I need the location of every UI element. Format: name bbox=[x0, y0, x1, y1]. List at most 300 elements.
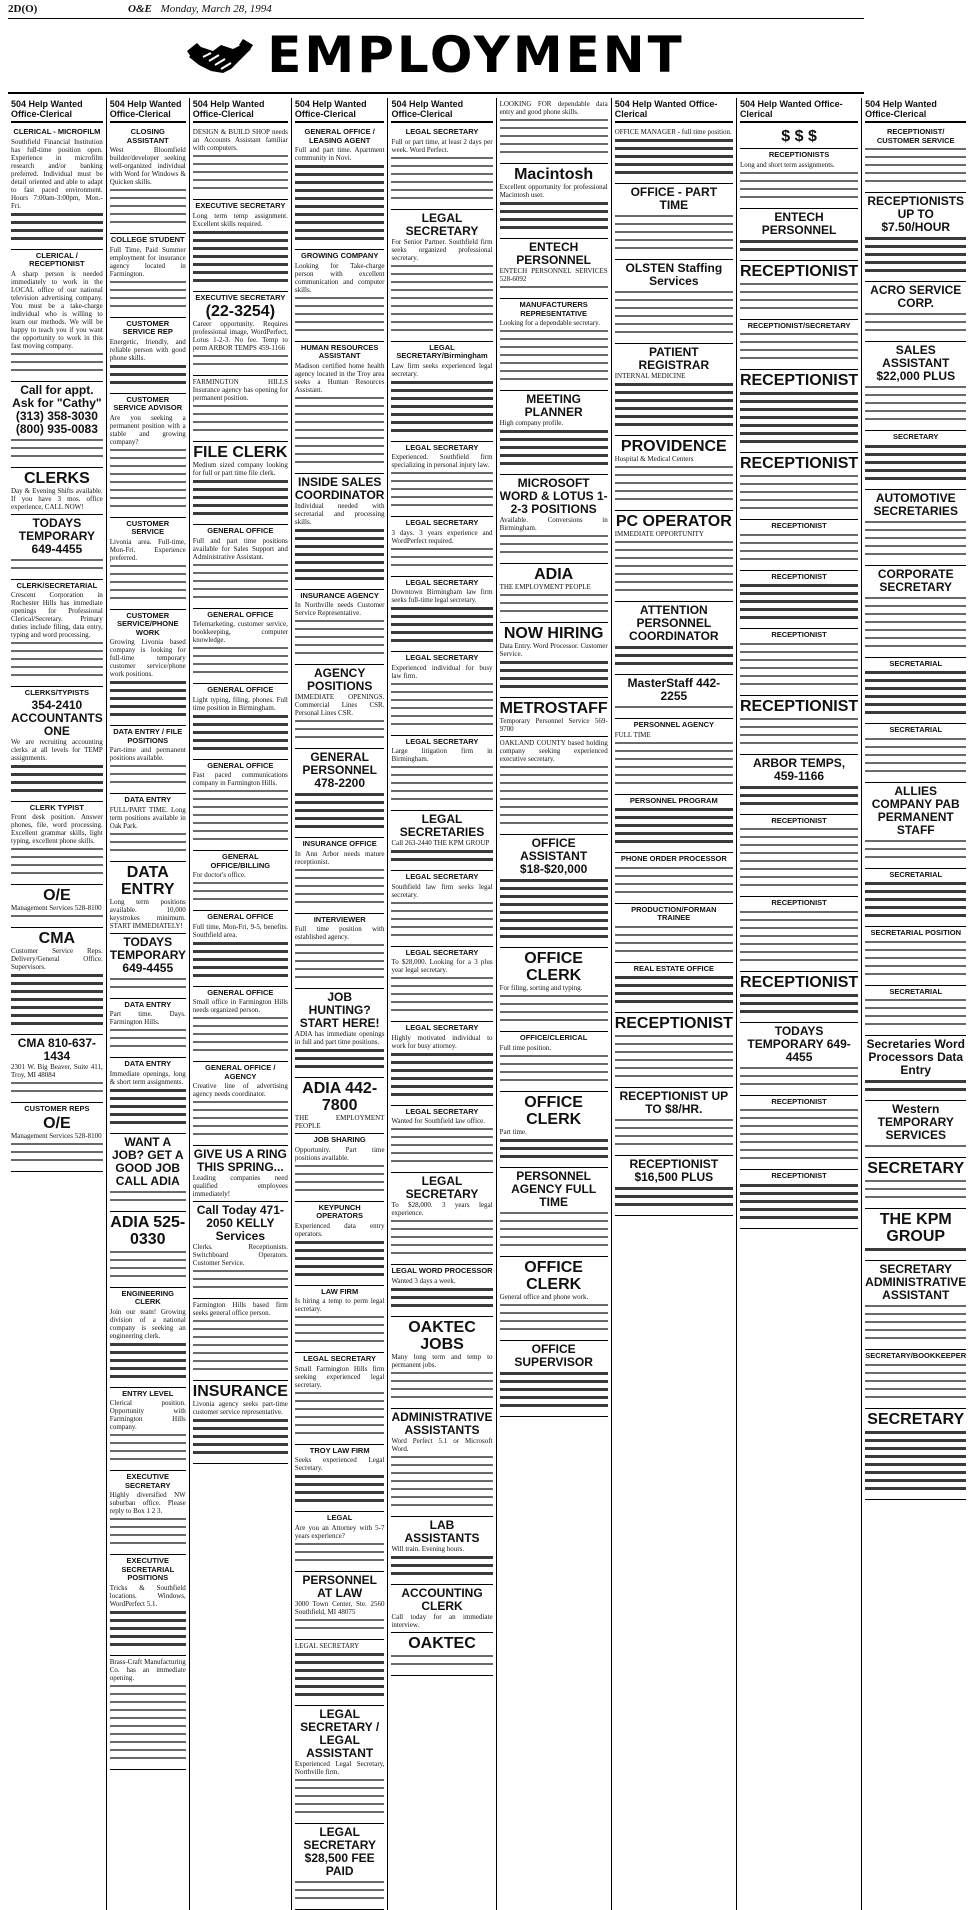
classified-ad bbox=[295, 1640, 385, 1706]
ad-fine-print bbox=[865, 670, 966, 718]
ad-fine-print bbox=[615, 382, 733, 430]
ad-fine-print bbox=[615, 465, 733, 505]
classified-ad bbox=[391, 947, 492, 1023]
ad-display-line: RECEPTIONIST bbox=[739, 455, 859, 472]
classified-ad bbox=[110, 518, 186, 610]
classified-ad bbox=[500, 98, 608, 164]
classified-ad bbox=[193, 1146, 288, 1202]
ad-body: Are you seeking a permanent position with a stable and growing company? bbox=[109, 413, 186, 446]
classified-ad bbox=[295, 838, 385, 914]
classified-ad bbox=[865, 1036, 966, 1101]
section-banner bbox=[8, 24, 864, 86]
ad-fine-print bbox=[615, 645, 733, 669]
ad-title: ENGINEERING CLERK bbox=[121, 1288, 175, 1306]
classified-ad bbox=[500, 164, 608, 239]
ad-fine-print bbox=[110, 1610, 186, 1650]
ad-body: Livonia area. Full-time, Mon-Fri. Experience preferred. bbox=[109, 537, 186, 562]
ad-title: CLERK TYPIST bbox=[29, 802, 84, 812]
ad-fine-print bbox=[110, 1433, 186, 1465]
ad-fine-print bbox=[193, 1418, 288, 1458]
ad-body: Large litigation firm in Birmingham. bbox=[391, 747, 493, 763]
ad-title: GROWING COMPANY bbox=[300, 251, 379, 260]
ad-fine-print bbox=[295, 1240, 385, 1280]
classified-ad bbox=[295, 1353, 385, 1445]
ad-body: LEGAL SECRETARY bbox=[294, 1641, 360, 1650]
ad-fine-print bbox=[740, 642, 858, 690]
ad-body: Leading companies need qualified employees immediately! bbox=[192, 1174, 288, 1198]
classified-ad bbox=[865, 658, 966, 725]
ad-body: Call 263-2440 THE KPM GROUP bbox=[391, 839, 490, 847]
ad-display-line: LEGAL SECRETARY bbox=[405, 210, 479, 238]
classified-ad bbox=[615, 853, 733, 904]
ad-body: Long term positions available. 10,000 keystrokes minimum. START IMMEDIATELY! bbox=[109, 897, 186, 930]
ad-title: RECEPTIONIST bbox=[771, 630, 827, 639]
ad-title: LEGAL SECRETARY bbox=[405, 872, 479, 881]
classified-column bbox=[387, 98, 495, 1910]
ad-body: Experienced individual for busy law firm. bbox=[391, 663, 493, 680]
ad-fine-print bbox=[615, 925, 733, 957]
classified-column bbox=[611, 98, 736, 1910]
classified-ad bbox=[865, 1158, 966, 1209]
ad-display-line: RECEPTIONIST bbox=[739, 372, 859, 389]
ad-title: RECEPTIONIST bbox=[771, 1171, 827, 1180]
ad-fine-print bbox=[193, 881, 288, 905]
classified-ad bbox=[740, 972, 858, 1023]
classified-ad bbox=[391, 126, 492, 210]
classified-ad bbox=[11, 382, 103, 468]
ad-body: Looking for Take-charge person with excellent communication and computer skills. bbox=[294, 261, 385, 294]
ad-fine-print bbox=[110, 680, 186, 720]
ad-body: Full time position. bbox=[499, 1043, 552, 1052]
ad-body: Livonia agency seeks part-time customer service representative. bbox=[192, 1400, 288, 1416]
ad-body: Full and part time. Apartment community in Novi. bbox=[294, 146, 385, 162]
ad-fine-print bbox=[615, 741, 733, 789]
classified-ad bbox=[110, 999, 186, 1059]
ad-body: Southfield law firm seeks legal secretary. bbox=[391, 882, 493, 899]
classified-ad bbox=[615, 963, 733, 1014]
ad-fine-print bbox=[740, 1183, 858, 1223]
classified-ad bbox=[865, 1209, 966, 1261]
classified-column bbox=[736, 98, 861, 1910]
ad-fine-print bbox=[391, 1287, 492, 1311]
ad-display-line: MEETING PLANNER bbox=[524, 392, 583, 419]
ad-title: OFFICE/CLERICAL bbox=[519, 1033, 588, 1042]
classified-ad bbox=[865, 1261, 966, 1350]
ad-title: GENERAL OFFICE bbox=[207, 609, 274, 619]
classified-ad bbox=[295, 342, 385, 474]
classified-ad bbox=[110, 1288, 186, 1388]
ad-display-line: 354-2410 ACCOUNTANTS ONE bbox=[11, 697, 103, 738]
classified-ad bbox=[500, 1032, 608, 1092]
ad-title: LEGAL SECRETARY bbox=[405, 442, 479, 452]
ad-body: Long term temp assignment. Excellent skills required. bbox=[192, 211, 288, 228]
ad-display-line: PATIENT REGISTRAR bbox=[638, 345, 710, 372]
classified-ad bbox=[391, 652, 492, 736]
ad-display-line: RECEPTIONIST bbox=[614, 1015, 733, 1032]
classified-ad bbox=[391, 1265, 492, 1317]
ad-display-line: PERSONNEL AGENCY FULL TIME bbox=[511, 1168, 597, 1209]
ad-fine-print bbox=[391, 606, 492, 646]
ad-fine-print bbox=[865, 1304, 966, 1344]
ad-body: Temporary Personnel Service 569-9700 bbox=[499, 717, 608, 733]
classified-ad bbox=[11, 802, 103, 886]
ad-display-line: THE KPM GROUP bbox=[879, 1211, 952, 1245]
ad-title: GENERAL OFFICE/BILLING bbox=[210, 852, 271, 870]
ad-display-line: SECRETARY bbox=[867, 1410, 965, 1428]
ad-body: For Senior Partner. Southfield firm seeks organized professional secretary. bbox=[391, 237, 493, 262]
ad-body: Long and short term assignments. bbox=[739, 160, 835, 169]
ad-title: CLOSING ASSISTANT bbox=[126, 127, 169, 145]
ad-title: CUSTOMER SERVICE/PHONE WORK bbox=[116, 610, 179, 637]
ad-fine-print bbox=[865, 1430, 966, 1494]
ad-title: INSURANCE OFFICE bbox=[302, 839, 377, 848]
classified-ad bbox=[295, 1202, 385, 1286]
ad-body: Highly motivated individual to work for busy attorney. bbox=[391, 1033, 493, 1050]
ad-body: FARMINGTON HILLS Insurance agency has opening for permanent position. bbox=[192, 378, 288, 402]
ad-fine-print bbox=[500, 285, 608, 293]
classified-ad bbox=[740, 571, 858, 630]
ad-title: PERSONNEL PROGRAM bbox=[629, 795, 718, 805]
classified-ad bbox=[295, 989, 385, 1078]
ad-fine-print bbox=[865, 444, 966, 484]
classified-ad bbox=[740, 1023, 858, 1096]
ad-title: SECRETARIAL bbox=[889, 725, 943, 734]
classified-ad bbox=[500, 1341, 608, 1417]
ad-title: GENERAL OFFICE bbox=[207, 987, 274, 997]
classified-ad bbox=[11, 1103, 103, 1172]
ad-fine-print bbox=[295, 296, 385, 336]
ad-body: Creative line of advertising agency needs coordinator. bbox=[192, 1082, 288, 1098]
classified-ad bbox=[615, 904, 733, 963]
ad-title: DATA ENTRY / FILE POSITIONS bbox=[113, 727, 183, 745]
ad-fine-print bbox=[615, 866, 733, 898]
ad-fine-print bbox=[740, 785, 858, 809]
ad-display-line: OAKTEC bbox=[408, 1634, 476, 1652]
ad-fine-print bbox=[391, 264, 492, 336]
ad-body: Is hiring a temp to perm legal secretary. bbox=[294, 1297, 385, 1313]
ad-body: Tricks & Southfield locations. Windows, WordPerfect 5.1. bbox=[109, 1583, 186, 1608]
classified-ad bbox=[500, 1092, 608, 1168]
classified-ad bbox=[865, 566, 966, 658]
ad-fine-print bbox=[295, 1778, 385, 1818]
ad-body: Full and part time positions available for Sales Support and Administrative Assistant. bbox=[192, 536, 288, 561]
ad-fine-print bbox=[295, 868, 385, 908]
classified-ad bbox=[740, 897, 858, 972]
ad-title: DATA ENTRY bbox=[124, 999, 172, 1009]
classified-ad bbox=[295, 914, 385, 990]
ad-fine-print bbox=[193, 1269, 288, 1293]
classified-ad bbox=[11, 515, 103, 580]
ad-title: GENERAL OFFICE / LEASING AGENT bbox=[304, 127, 375, 145]
ad-body: Front desk position. Answer phones, file, word processing. Excellent grammar skills, light typing, excellent phone skills. bbox=[11, 813, 103, 845]
classified-ad bbox=[740, 149, 858, 209]
ad-title: LEGAL bbox=[326, 1513, 353, 1522]
ad-title: CLERICAL - MICROFILM bbox=[13, 127, 101, 136]
ad-body: Growing Livonia based company is looking for full-time temporary customer service/phone work positions. bbox=[109, 638, 186, 678]
ad-title: LEGAL SECRETARY bbox=[405, 127, 479, 136]
ad-display-line: SECRETARY ADMINISTRATIVE ASSISTANT bbox=[865, 1262, 967, 1302]
ad-body: We are recruiting accounting clerks at all levels for TEMP assignments. bbox=[11, 737, 103, 762]
ad-display-line: PC OPERATOR bbox=[615, 513, 732, 530]
classified-ad bbox=[615, 436, 733, 511]
classified-ad bbox=[500, 391, 608, 475]
ad-title: JOB SHARING bbox=[313, 1135, 366, 1144]
classified-ad bbox=[193, 851, 288, 911]
ad-body: Individual needed with secretarial and processing skills. bbox=[294, 501, 385, 526]
classified-ad bbox=[193, 987, 288, 1063]
section-title: EMPLOYMENT bbox=[267, 26, 685, 84]
classified-ad bbox=[193, 1381, 288, 1464]
classified-ad bbox=[865, 1350, 966, 1409]
ad-fine-print bbox=[391, 1654, 492, 1670]
classified-ad bbox=[295, 1824, 385, 1910]
classified-ad bbox=[500, 1257, 608, 1341]
ad-fine-print bbox=[391, 1127, 492, 1167]
classified-ad bbox=[110, 394, 186, 518]
ad-fine-print bbox=[865, 1179, 966, 1203]
ad-fine-print bbox=[391, 547, 492, 571]
ad-title: LEGAL SECRETARY bbox=[303, 1354, 377, 1363]
column-heading: 504 Help Wanted Office-Clerical bbox=[193, 98, 288, 123]
ad-title: PERSONNEL AGENCY bbox=[633, 720, 715, 729]
ad-body: 3 days. 3 years experience and WordPerfect required. bbox=[391, 528, 493, 545]
ad-body: 2301 W. Big Beaver, Suite 411, Troy, MI 48084 bbox=[11, 1063, 103, 1079]
ad-display-line: TODAYS TEMPORARY 649-4455 bbox=[747, 1023, 851, 1064]
ad-title: GENERAL OFFICE bbox=[207, 912, 274, 921]
ad-title: CUSTOMER SERVICE REP bbox=[122, 318, 173, 336]
header-rule bbox=[8, 18, 864, 19]
ad-fine-print bbox=[500, 118, 608, 158]
classified-ad bbox=[391, 811, 492, 871]
ad-display-line: JOB HUNTING? START HERE! bbox=[299, 990, 380, 1030]
ad-display-line: RECEPTIONIST bbox=[739, 973, 859, 991]
ad-fine-print bbox=[295, 943, 385, 983]
ad-body: Experienced. Southfield firm specializing in personal injury law. bbox=[391, 453, 493, 469]
ad-body: High company profile. bbox=[499, 419, 564, 427]
ad-title: PHONE ORDER PROCESSOR bbox=[620, 854, 727, 863]
classified-ad bbox=[391, 1173, 492, 1265]
ad-title: PRODUCTION/FORMAN TRAINEE bbox=[631, 904, 717, 922]
ad-fine-print bbox=[295, 164, 385, 244]
ad-display-line: ADIA 442-7800 bbox=[302, 1080, 378, 1114]
classified-ad bbox=[110, 318, 186, 394]
classified-ad bbox=[11, 250, 103, 382]
classified-ad bbox=[110, 610, 186, 727]
classified-ad bbox=[295, 665, 385, 749]
ad-fine-print bbox=[295, 1315, 385, 1347]
ad-title: GENERAL OFFICE bbox=[207, 526, 274, 535]
ad-display-line: ADIA bbox=[534, 566, 574, 583]
column-heading: 504 Help Wanted Office-Clerical bbox=[391, 98, 492, 123]
ad-fine-print bbox=[295, 792, 385, 832]
column-heading: 504 Help Wanted Office-Clerical bbox=[295, 98, 385, 123]
ad-fine-print bbox=[391, 901, 492, 941]
classified-ad bbox=[193, 911, 288, 987]
ad-fine-print bbox=[865, 1079, 966, 1095]
ad-title: SECRETARY/BOOKKEEPER bbox=[865, 1351, 967, 1360]
ad-title: SECRETARIAL bbox=[889, 869, 943, 879]
classified-ad bbox=[110, 794, 186, 862]
ad-body: Fast paced communications company in Farmington Hills. bbox=[192, 771, 288, 787]
page-number: 2D(O) bbox=[8, 3, 38, 15]
ad-fine-print bbox=[391, 380, 492, 436]
ad-fine-print bbox=[615, 138, 733, 178]
ad-fine-print bbox=[865, 737, 966, 777]
ad-body: Brass-Craft Manufacturing Co. has an immediate opening. bbox=[109, 1657, 186, 1682]
ad-fine-print bbox=[193, 789, 288, 845]
classified-ad bbox=[110, 934, 186, 999]
ad-fine-print bbox=[500, 329, 608, 385]
ad-body: Clerical position. Opportunity with Farmington Hills company. bbox=[109, 1399, 186, 1431]
ad-body: Are you an Attorney with 5-7 years experience? bbox=[294, 1523, 385, 1540]
ad-fine-print bbox=[500, 429, 608, 469]
ad-fine-print bbox=[500, 593, 608, 617]
ad-title: RECEPTIONIST/ CUSTOMER SERVICE bbox=[876, 127, 955, 145]
ad-fine-print bbox=[11, 1081, 103, 1097]
ad-fine-print bbox=[615, 290, 733, 338]
classified-ad bbox=[500, 948, 608, 1032]
ad-display-line: GENERAL PERSONNEL 478-2200 bbox=[302, 750, 378, 790]
ad-fine-print bbox=[193, 941, 288, 981]
ad-fine-print bbox=[615, 975, 733, 1007]
ad-body: LOOKING FOR dependable data entry and good phone skills. bbox=[499, 100, 608, 116]
ad-display-line: METROSTAFF bbox=[499, 700, 608, 717]
ad-fine-print bbox=[110, 188, 186, 228]
classified-ad bbox=[391, 1409, 492, 1517]
ad-display-line: SECRETARY bbox=[867, 1160, 965, 1177]
ad-fine-print bbox=[500, 1211, 608, 1251]
ad-display-line: RECEPTIONISTS UP TO $7.50/HOUR bbox=[867, 194, 965, 234]
ad-fine-print bbox=[391, 765, 492, 805]
ad-fine-print bbox=[500, 1138, 608, 1162]
ad-title: CLERKS/TYPISTS bbox=[24, 688, 89, 697]
ad-body: Call today for an immediate interview. bbox=[391, 1612, 493, 1629]
ad-fine-print bbox=[391, 1371, 492, 1403]
ad-body: Immediate openings, long & short term assignments. bbox=[109, 1069, 186, 1086]
ad-fine-print bbox=[500, 1054, 608, 1086]
ad-body: Will train. Evening hours. bbox=[391, 1544, 465, 1553]
ad-fine-print bbox=[295, 1164, 385, 1196]
ad-body: West Bloomfield builder/developer seeking well-organized individual with Word for Windows & Quicken skills. bbox=[109, 146, 186, 186]
ad-body: A sharp person is needed immediately to work in the LOCAL office of our national television advertising company. You must be a take-charge individual who is willing to learn our methods. We will be happy to teach you if you want the opportunity to work in this fast moving company. bbox=[11, 269, 103, 350]
ad-fine-print bbox=[110, 832, 186, 856]
ad-display-line: TODAYS TEMPORARY 649-4455 bbox=[109, 934, 186, 975]
ad-body: Management Services 528-8100 bbox=[11, 1131, 102, 1140]
classified-ad bbox=[391, 736, 492, 812]
ad-display-line: ACRO SERVICE CORP. bbox=[870, 283, 962, 310]
ad-title: COLLEGE STUDENT bbox=[110, 235, 185, 244]
ad-fine-print bbox=[740, 391, 858, 447]
ad-title: REAL ESTATE OFFICE bbox=[633, 963, 715, 973]
classified-ad bbox=[295, 749, 385, 838]
ad-fine-print bbox=[865, 881, 966, 921]
ad-body: Crescent Corporation in Rochester Hills has immediate openings for Professional Clerical/Secretary. Primary duties include filing, data entry, typing and word processing. bbox=[11, 591, 103, 639]
ad-title: CLERK/SECRETARIAL bbox=[16, 580, 98, 590]
ad-body: Excellent opportunity for professional Macintosh user. bbox=[499, 183, 608, 199]
classified-ad bbox=[615, 1088, 733, 1156]
ad-body: Experienced data entry operators. bbox=[294, 1221, 385, 1238]
ad-fine-print bbox=[615, 1186, 733, 1210]
ad-body: Full time position with established agency. bbox=[294, 925, 385, 941]
ad-display-line: OFFICE ASSISTANT $18-$20,000 bbox=[519, 836, 588, 876]
classified-ad bbox=[391, 1585, 492, 1633]
ad-fine-print bbox=[11, 1142, 103, 1166]
classified-ad bbox=[11, 580, 103, 688]
ad-body: To $28,000. Looking for a 3 plus year legal secretary. bbox=[391, 958, 493, 974]
ad-fine-print bbox=[865, 1144, 966, 1152]
ad-title: MANUFACTURERS REPRESENTATIVE bbox=[519, 300, 588, 318]
page-header bbox=[8, 2, 864, 16]
ad-title: SECRETARY bbox=[893, 432, 939, 441]
classified-ad bbox=[865, 126, 966, 193]
ad-fine-print bbox=[500, 660, 608, 692]
ad-title: RECEPTIONIST/SECRETARY bbox=[747, 320, 851, 330]
ad-display-line: DATA ENTRY bbox=[120, 863, 175, 898]
classified-ad bbox=[295, 1706, 385, 1824]
classified-ad bbox=[865, 282, 966, 342]
ad-body: Seeks experienced Legal Secretary. bbox=[294, 1456, 385, 1472]
ad-title: RECEPTIONIST bbox=[771, 1096, 827, 1106]
ad-fine-print bbox=[110, 1684, 186, 1764]
ad-fine-print bbox=[193, 354, 288, 370]
column-heading: 504 Help Wanted Office-Clerical bbox=[615, 98, 733, 123]
classified-ad bbox=[193, 1062, 288, 1146]
ad-fine-print bbox=[295, 528, 385, 584]
ad-fine-print bbox=[500, 994, 608, 1026]
ad-fine-print bbox=[193, 1016, 288, 1056]
ad-fine-print bbox=[615, 705, 733, 713]
ad-title: ENTRY LEVEL bbox=[122, 1388, 174, 1398]
classified-ad bbox=[740, 1170, 858, 1229]
ad-fine-print bbox=[391, 471, 492, 511]
ad-fine-print bbox=[193, 1319, 288, 1375]
classified-ad bbox=[865, 869, 966, 928]
ad-body: Management Services 528-8100 bbox=[11, 904, 102, 912]
ad-title: EXECUTIVE SECRETARY bbox=[125, 1472, 171, 1490]
ad-body: Full Time, Paid Summer employment for insurance agency located in Farmington. bbox=[109, 245, 186, 278]
ad-display-line: MICROSOFT WORD & LOTUS 1-2-3 POSITIONS bbox=[499, 476, 608, 516]
classified-ad bbox=[740, 629, 858, 696]
classified-ad bbox=[295, 1078, 385, 1134]
ad-body: Farmington Hills based firm seeks general office person. bbox=[192, 1301, 288, 1317]
ad-display-line: PROVIDENCE bbox=[620, 438, 727, 455]
ad-fine-print bbox=[615, 1118, 733, 1150]
ad-body: In Northville needs Customer Service Representative. bbox=[294, 601, 385, 617]
ad-fine-print bbox=[740, 332, 858, 364]
ad-fine-print bbox=[193, 154, 288, 194]
classified-ad bbox=[110, 1058, 186, 1134]
ad-body: FULL/PART TIME. Long term positions available in Oak Park. bbox=[109, 805, 186, 830]
classified-ad bbox=[391, 210, 492, 342]
ad-title: RECEPTIONIST bbox=[771, 898, 827, 907]
classified-ad bbox=[193, 609, 288, 685]
ad-display-line: MasterStaff 442-2255 bbox=[627, 676, 721, 703]
ad-fine-print bbox=[865, 385, 966, 425]
ad-display-line: TODAYS TEMPORARY 649-4455 bbox=[18, 515, 95, 556]
classified-column bbox=[861, 98, 969, 1910]
ad-display-line: ARBOR TEMPS, 459-1166 bbox=[753, 755, 846, 783]
ad-body: Hospital & Medical Centers bbox=[614, 455, 694, 463]
ad-fine-print bbox=[295, 1391, 385, 1439]
ad-display-line: ACCOUNTING CLERK bbox=[401, 1585, 483, 1613]
classified-column bbox=[496, 98, 611, 1910]
column-heading: 504 Help Wanted Office-Clerical bbox=[740, 98, 858, 123]
ad-title: INTERVIEWER bbox=[313, 914, 366, 924]
ad-fine-print bbox=[391, 682, 492, 730]
ad-fine-print bbox=[865, 312, 966, 336]
classified-ad bbox=[740, 261, 858, 320]
ad-title: LEGAL SECRETARY bbox=[405, 1023, 479, 1032]
